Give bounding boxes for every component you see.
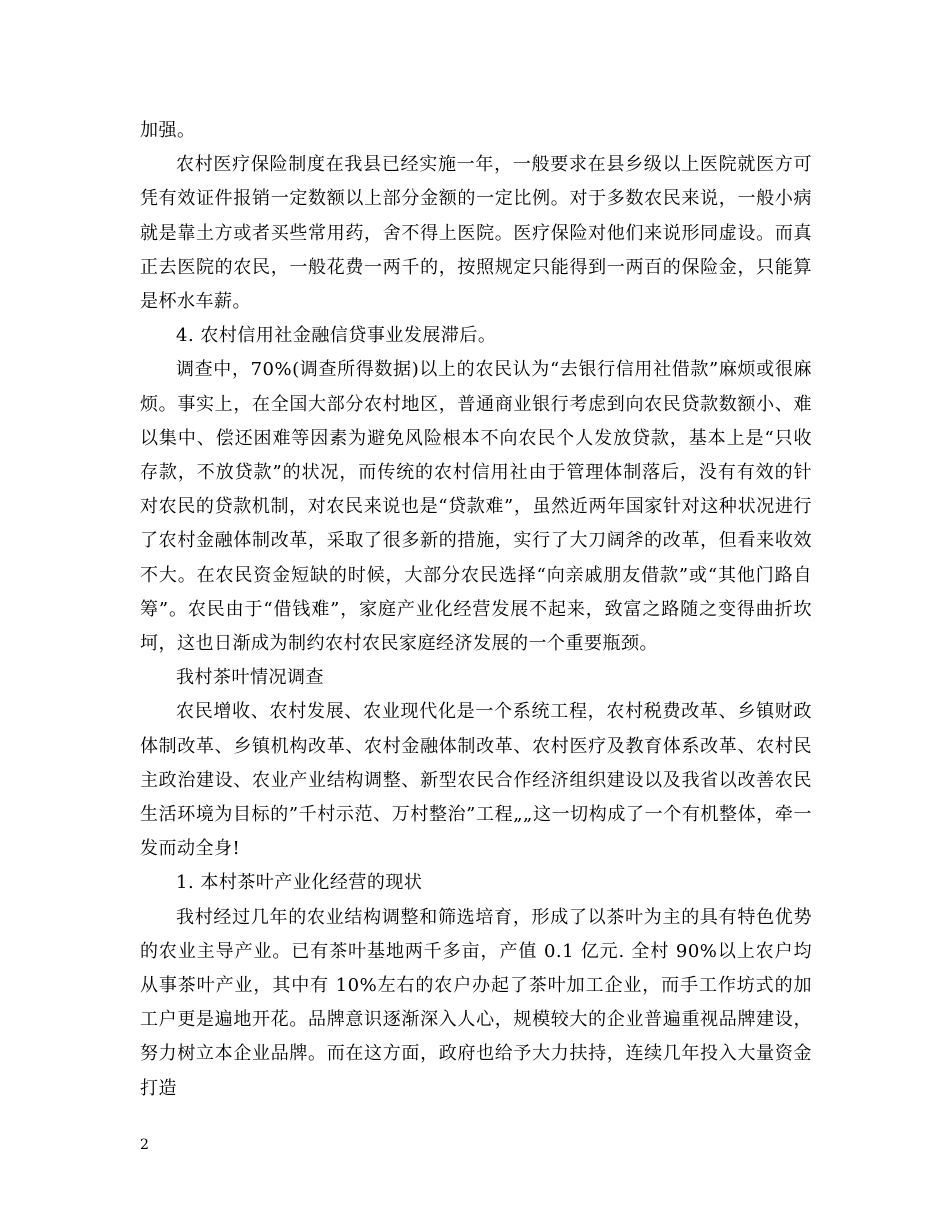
section-heading: 1. 本村茶叶产业化经营的现状 (176, 872, 423, 894)
paragraph: 调查中，70%(调查所得数据)以上的农民认为“去银行信用社借款”麻烦或很麻烦。事实上，在全国大部分农村地区，普通商业银行考虑到向农民贷款数额小、难以集中、偿还困难等因素为避免风险根本不向农民个人发放贷款，基本上是“只收存款，不放贷款”的状况，而传统的农村信用社由于管理体制落后，没有有效的针对农民的贷款机制，对农民来说也是“贷款难”，虽然近两年国家针对这种状况进行了农村金融体制改革，采取了很多新的措施，实行了大刀阔斧的改革，但看来收效不大。在农民资金短缺的时候，大部分农民选择“向亲戚朋友借款”或“其他门路自筹”。农民由于“借钱难”，家庭产业化经营发展不起来，致富之路随之变得曲折坎坷，这也日渐成为制约农村农民家庭经济发展的一个重要瓶颈。 (140, 359, 812, 655)
paragraph: 加强。 (140, 120, 196, 141)
section-heading: 我村茶叶情况调查 (176, 667, 324, 689)
document-body (140, 114, 812, 1106)
paragraph: 我村经过几年的农业结构调整和筛选培育，形成了以茶叶为主的具有特色优势的农业主导产业。已有茶叶基地两千多亩，产值 0.1 亿元. 全村 90%以上农户均从事茶叶产业，其中有 10%左右的农户办起了茶叶加工企业，而手工作坊式的加工户更是遍地开花。品牌意识逐渐深入人心，规模较大的企业普遍重视品牌建设，努力树立本企业品牌。而在这方面，政府也给予大力扶持，连续几年投入大量资金打造 (140, 906, 812, 1099)
page-number: 2 (140, 1137, 149, 1153)
paragraph: 农村医疗保险制度在我县已经实施一年，一般要求在县乡级以上医院就医方可凭有效证件报销一定数额以上部分金额的一定比例。对于多数农民来说，一般小病就是靠土方或者买些常用药，舍不得上医院。医疗保险对他们来说形同虚设。而真正去医院的农民，一般花费一两千的，按照规定只能得到一两百的保险金，只能算是杯水车薪。 (140, 154, 812, 313)
paragraph: 农民增收、农村发展、农业现代化是一个系统工程，农村税费改革、乡镇财政体制改革、乡镇机构改革、农村金融体制改革、农村医疗及教育体系改革、农村民主政治建设、农业产业结构调整、新型农民合作经济组织建设以及我省以改善农民生活环境为目标的”千村示范、万村整治”工程„„这一切构成了一个有机整体，牵一发而动全身! (140, 701, 812, 860)
section-heading: 4. 农村信用社金融信贷事业发展滞后。 (176, 325, 497, 347)
